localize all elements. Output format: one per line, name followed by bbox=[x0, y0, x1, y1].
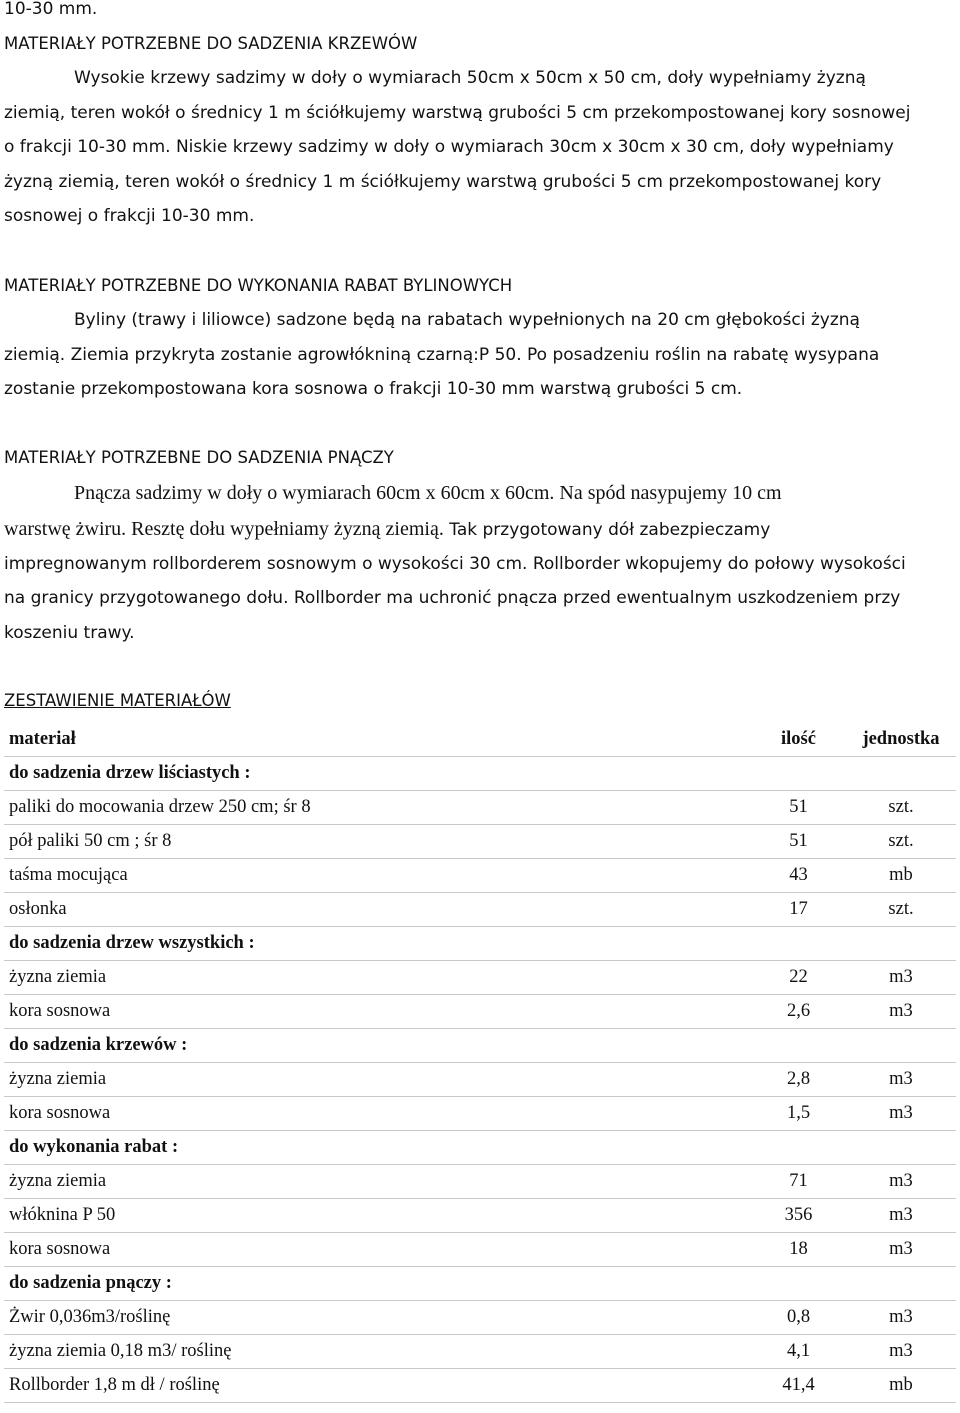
table-row bbox=[4, 858, 956, 892]
paragraph-line: zostanie przekompostowana kora sosnowa o frakcji 10-30 mm warstwą grubości 5 cm. bbox=[4, 379, 743, 399]
cell-qty: 71 bbox=[751, 1164, 846, 1198]
table-row bbox=[4, 1334, 956, 1368]
paragraph-line: ziemią. Ziemia przykryta zostanie agrowłókniną czarną:P 50. Po posadzeniu roślin na rabatę wysypana bbox=[4, 344, 880, 365]
cell-qty: 18 bbox=[751, 1232, 846, 1266]
table-row bbox=[4, 1062, 956, 1096]
paragraph-line: sosnowej o frakcji 10-30 mm. bbox=[4, 206, 255, 226]
cell-unit: mb bbox=[846, 1368, 956, 1402]
cell-material: taśma mocująca bbox=[4, 858, 751, 892]
column-header-unit: jednostka bbox=[846, 723, 956, 757]
cell-material: do sadzenia pnączy : bbox=[4, 1266, 751, 1300]
paragraph-text-serif: warstwę żwiru. Resztę dołu wypełniamy żyzną ziemią. bbox=[4, 518, 444, 540]
heading-pnacza: MATERIAŁY POTRZEBNE DO SADZENIA PNĄCZY bbox=[4, 447, 394, 467]
paragraph-line: żyzną ziemią, teren wokół o średnicy 1 m ściółkujemy warstwą grubości 5 cm przekompostowanej kory bbox=[4, 171, 882, 192]
table-row bbox=[4, 1368, 956, 1402]
cell-qty: 17 bbox=[751, 892, 846, 926]
paragraph-line: Pnącza sadzimy w doły o wymiarach 60cm x 60cm x 60cm. Na spód nasypujemy 10 cm bbox=[74, 482, 782, 504]
cell-qty: 0,8 bbox=[751, 1300, 846, 1334]
paragraph-line: na granicy przygotowanego dołu. Rollborder ma uchronić pnącza przed ewentualnym uszkodzeniem przy bbox=[4, 588, 901, 608]
cell-qty bbox=[751, 926, 846, 960]
cell-material: Rollborder 1,8 m dł / roślinę bbox=[4, 1368, 751, 1402]
cell-qty: 51 bbox=[751, 790, 846, 824]
paragraph-rabaty bbox=[4, 303, 956, 407]
cell-material: Żwir 0,036m3/roślinę bbox=[4, 1300, 751, 1334]
cell-unit: m3 bbox=[846, 1164, 956, 1198]
cell-material: włóknina P 50 bbox=[4, 1198, 751, 1232]
column-header-qty: ilość bbox=[751, 723, 846, 757]
cell-unit bbox=[846, 1130, 956, 1164]
paragraph-text-sans: Tak przygotowany dół zabezpieczamy bbox=[443, 520, 771, 540]
heading-zestawienie: ZESTAWIENIE MATERIAŁÓW bbox=[4, 691, 231, 710]
cell-qty bbox=[751, 756, 846, 790]
cell-qty: 2,6 bbox=[751, 994, 846, 1028]
cell-material: kora sosnowa bbox=[4, 1096, 751, 1130]
cell-qty: 51 bbox=[751, 824, 846, 858]
table-category-row bbox=[4, 756, 956, 790]
cell-material: paliki do mocowania drzew 250 cm; śr 8 bbox=[4, 790, 751, 824]
cell-material: żyzna ziemia bbox=[4, 960, 751, 994]
cell-unit: m3 bbox=[846, 1062, 956, 1096]
table-header-row bbox=[4, 723, 956, 757]
cell-qty bbox=[751, 1266, 846, 1300]
table-category-row bbox=[4, 1266, 956, 1300]
materials-table bbox=[4, 723, 956, 1403]
cell-qty: 4,1 bbox=[751, 1334, 846, 1368]
cell-material: kora sosnowa bbox=[4, 994, 751, 1028]
cell-material: żyzna ziemia 0,18 m3/ roślinę bbox=[4, 1334, 751, 1368]
table-row bbox=[4, 824, 956, 858]
table-row bbox=[4, 1300, 956, 1334]
cell-material: żyzna ziemia bbox=[4, 1062, 751, 1096]
table-row bbox=[4, 892, 956, 926]
cell-unit: m3 bbox=[846, 1300, 956, 1334]
intro-line: 10-30 mm. bbox=[4, 0, 98, 19]
cell-unit bbox=[846, 756, 956, 790]
paragraph-line: ziemią, teren wokół o średnicy 1 m ściółkujemy warstwą grubości 5 cm przekompostowanej kory sosnowej bbox=[4, 102, 911, 123]
cell-qty: 2,8 bbox=[751, 1062, 846, 1096]
heading-krzewy: MATERIAŁY POTRZEBNE DO SADZENIA KRZEWÓW bbox=[4, 33, 418, 53]
cell-qty bbox=[751, 1028, 846, 1062]
cell-unit: m3 bbox=[846, 1232, 956, 1266]
column-header-material: materiał bbox=[4, 723, 751, 757]
cell-material: żyzna ziemia bbox=[4, 1164, 751, 1198]
cell-unit: m3 bbox=[846, 960, 956, 994]
paragraph-line: impregnowanym rollborderem sosnowym o wysokości 30 cm. Rollborder wkopujemy do połowy wysokości bbox=[4, 553, 906, 574]
table-category-row bbox=[4, 926, 956, 960]
cell-unit: m3 bbox=[846, 1096, 956, 1130]
cell-unit: szt. bbox=[846, 790, 956, 824]
cell-unit bbox=[846, 926, 956, 960]
table-row bbox=[4, 790, 956, 824]
paragraph-line: Byliny (trawy i liliowce) sadzone będą na rabatach wypełnionych na 20 cm głębokości żyzną bbox=[74, 310, 860, 330]
table-category-row bbox=[4, 1028, 956, 1062]
table-category-row bbox=[4, 1130, 956, 1164]
paragraph-line: o frakcji 10-30 mm. Niskie krzewy sadzimy w doły o wymiarach 30cm x 30cm x 30 cm, doły wypełniamy bbox=[4, 137, 894, 157]
table-row bbox=[4, 1198, 956, 1232]
paragraph-line: Wysokie krzewy sadzimy w doły o wymiarach 50cm x 50cm x 50 cm, doły wypełniamy żyzną bbox=[74, 68, 866, 88]
table-row bbox=[4, 1096, 956, 1130]
cell-unit bbox=[846, 1028, 956, 1062]
cell-unit: szt. bbox=[846, 892, 956, 926]
paragraph-line-mixed bbox=[4, 512, 956, 547]
paragraph-pnacza bbox=[4, 475, 956, 650]
heading-rabaty: MATERIAŁY POTRZEBNE DO WYKONANIA RABAT BYLINOWYCH bbox=[4, 275, 513, 295]
cell-material: do sadzenia krzewów : bbox=[4, 1028, 751, 1062]
spacer bbox=[4, 234, 956, 269]
table-row bbox=[4, 994, 956, 1028]
cell-material: do wykonania rabat : bbox=[4, 1130, 751, 1164]
cell-qty: 1,5 bbox=[751, 1096, 846, 1130]
cell-qty: 356 bbox=[751, 1198, 846, 1232]
cell-unit: szt. bbox=[846, 824, 956, 858]
cell-material: pół paliki 50 cm ; śr 8 bbox=[4, 824, 751, 858]
spacer bbox=[4, 650, 956, 684]
cell-qty: 22 bbox=[751, 960, 846, 994]
cell-unit: mb bbox=[846, 858, 956, 892]
cell-unit: m3 bbox=[846, 994, 956, 1028]
cell-material: kora sosnowa bbox=[4, 1232, 751, 1266]
cell-material: do sadzenia drzew wszystkich : bbox=[4, 926, 751, 960]
paragraph-line: koszeniu trawy. bbox=[4, 622, 135, 643]
cell-unit bbox=[846, 1266, 956, 1300]
cell-unit: m3 bbox=[846, 1198, 956, 1232]
cell-material: do sadzenia drzew liściastych : bbox=[4, 756, 751, 790]
cell-material: osłonka bbox=[4, 892, 751, 926]
table-row bbox=[4, 1232, 956, 1266]
cell-qty: 41,4 bbox=[751, 1368, 846, 1402]
table-row bbox=[4, 960, 956, 994]
spacer bbox=[4, 407, 956, 441]
paragraph-krzewy bbox=[4, 61, 956, 234]
table-row bbox=[4, 1164, 956, 1198]
cell-unit: m3 bbox=[846, 1334, 956, 1368]
cell-qty bbox=[751, 1130, 846, 1164]
cell-qty: 43 bbox=[751, 858, 846, 892]
